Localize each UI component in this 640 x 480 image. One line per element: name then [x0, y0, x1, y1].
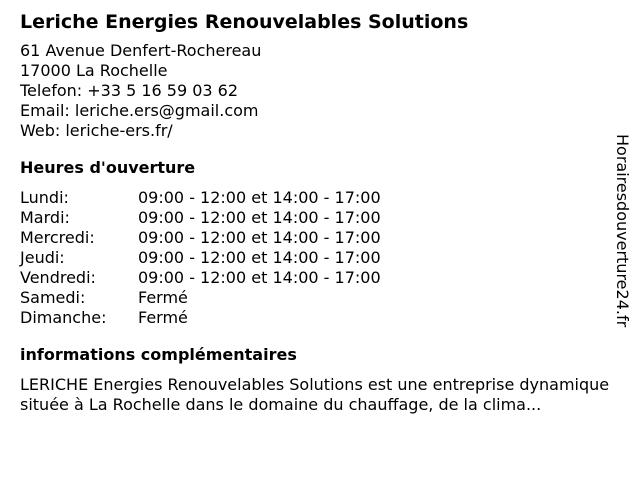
website: Web: leriche-ers.fr/ [20, 121, 173, 140]
address-street: 61 Avenue Denfert-Rochereau [20, 41, 262, 60]
phone-number: Telefon: +33 5 16 59 03 62 [20, 81, 239, 100]
hours-time: 09:00 - 12:00 et 14:00 - 17:00 [138, 248, 381, 267]
hours-time: Fermé [138, 308, 188, 327]
hours-day: Jeudi: [20, 248, 65, 267]
opening-hours-table [20, 188, 381, 328]
opening-hours-title: Heures d'ouverture [20, 158, 196, 177]
hours-day: Lundi: [20, 188, 69, 207]
hours-time: 09:00 - 12:00 et 14:00 - 17:00 [138, 208, 381, 227]
hours-time: 09:00 - 12:00 et 14:00 - 17:00 [138, 188, 381, 207]
hours-row-saturday [20, 288, 381, 308]
hours-day: Mercredi: [20, 228, 95, 247]
hours-day: Samedi: [20, 288, 86, 307]
hours-day: Mardi: [20, 208, 70, 227]
hours-time: 09:00 - 12:00 et 14:00 - 17:00 [138, 268, 381, 287]
additional-info-title: informations complémentaires [20, 345, 297, 364]
address-city: 17000 La Rochelle [20, 61, 168, 80]
business-name: Leriche Energies Renouvelables Solutions [20, 11, 469, 33]
hours-time: Fermé [138, 288, 188, 307]
hours-day: Vendredi: [20, 268, 96, 287]
hours-row-sunday [20, 308, 381, 328]
hours-day: Dimanche: [20, 308, 107, 327]
hours-row-friday [20, 268, 381, 288]
hours-row-wednesday [20, 228, 381, 248]
business-card [20, 10, 620, 415]
hours-time: 09:00 - 12:00 et 14:00 - 17:00 [138, 228, 381, 247]
hours-row-monday [20, 188, 381, 208]
hours-row-thursday [20, 248, 381, 268]
email-address: Email: leriche.ers@gmail.com [20, 101, 259, 120]
additional-info-text: LERICHE Energies Renouvelables Solutions est une entreprise dynamique située à La Rochelle dans le domaine du chauffage, de la clima... [20, 375, 610, 414]
hours-row-tuesday [20, 208, 381, 228]
site-watermark: Horairesdouverture24.fr [613, 134, 632, 328]
